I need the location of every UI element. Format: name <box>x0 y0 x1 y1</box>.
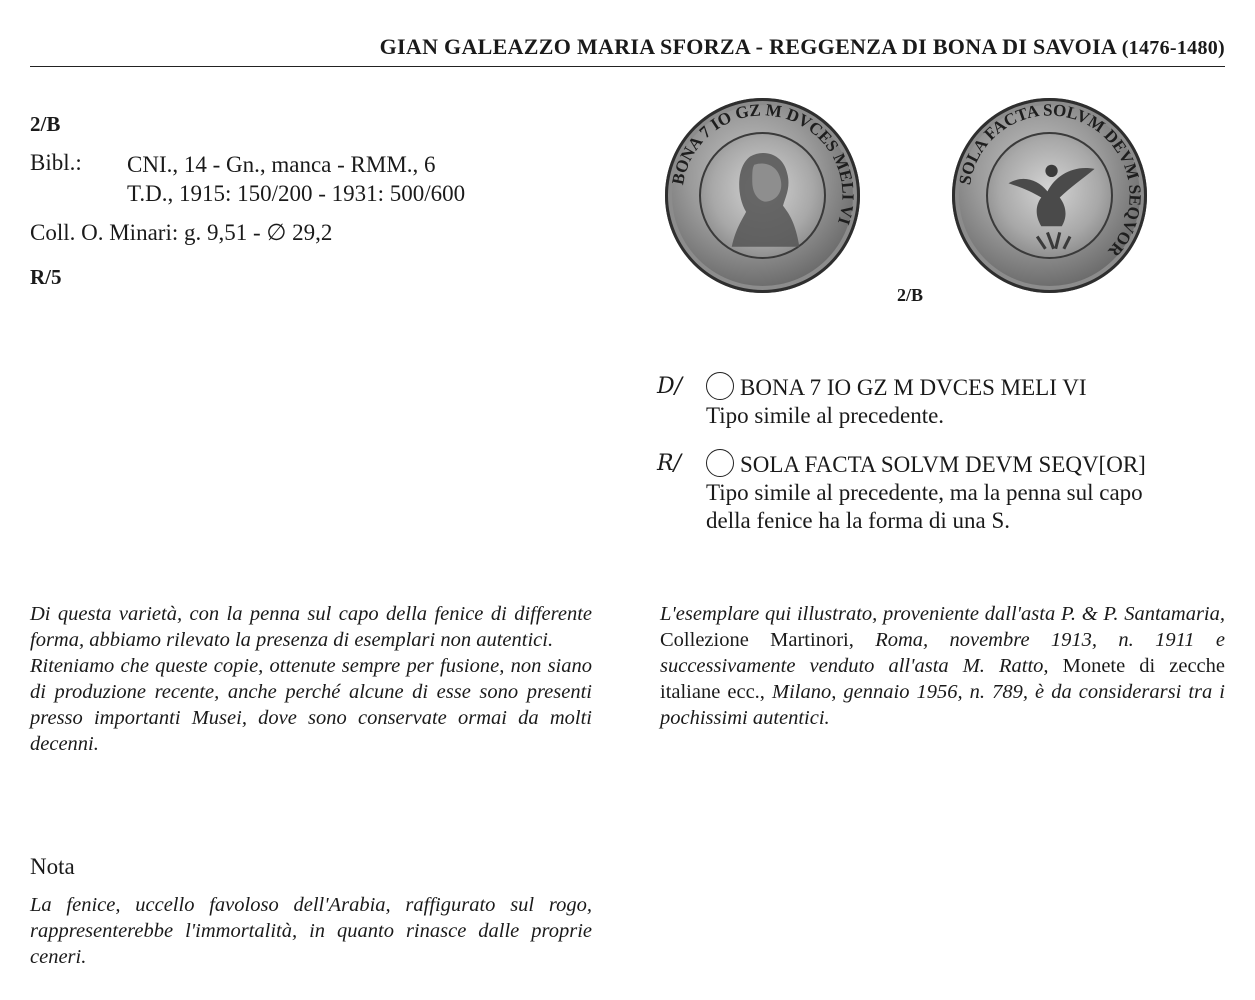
commentary-right <box>660 601 1225 731</box>
obverse-description <box>706 372 1226 430</box>
coin-caption: 2/B <box>897 285 924 305</box>
obverse-legend: BONA 7 IO GZ M DVCES MELI VI <box>740 375 1087 400</box>
provenance-part-1: L'esemplare qui illustrato, proveniente dall'asta P. & P. Santamaria, <box>660 603 1225 625</box>
provenance-part-3: Roma, novembre 1913, n. 1911 e successivamente venduto all'asta M. Ratto, <box>660 629 1225 677</box>
bibl-line-1: CNI., 14 - Gn., manca - RMM., 6 <box>127 152 436 177</box>
commentary-paragraph-2: Riteniamo che queste copie, ottenute sempre per fusione, non siano di produzione recente, anche perché alcune di esse sono presenti presso importanti Musei, dove sono conservate ormai da molti decenni. <box>30 655 592 755</box>
obverse-symbol: D/ <box>657 374 683 399</box>
provenance-part-4: Monete di zecche italiane ecc., <box>660 655 1226 703</box>
obverse-legend-text: BONA 7 IO GZ M DVCES MELI VI <box>668 100 858 228</box>
commentary-left <box>30 601 592 757</box>
mint-mark-icon <box>706 449 734 477</box>
page-header <box>30 34 1225 67</box>
coin-obverse-image <box>665 98 860 293</box>
reverse-type-line-1: Tipo simile al precedente, ma la penna sul capo <box>706 480 1143 505</box>
commentary-paragraph-1: Di questa varietà, con la penna sul capo della fenice di differente forma, abbiamo rilevato la presenza di esemplari non autentici. <box>30 603 592 651</box>
obverse-type: Tipo simile al precedente. <box>706 403 945 428</box>
nota-title: Nota <box>30 854 75 879</box>
reverse-field <box>986 132 1113 259</box>
header-title: GIAN GALEAZZO MARIA SFORZA - REGGENZA DI BONA DI SAVOIA <box>379 34 1116 59</box>
bibl-text <box>127 150 465 208</box>
bibl-line-2: T.D., 1915: 150/200 - 1931: 500/600 <box>127 181 466 206</box>
reverse-legend: SOLA FACTA SOLVM DEVM SEQV[OR] <box>740 452 1146 477</box>
bust-icon <box>701 134 824 257</box>
obverse-field <box>699 132 826 259</box>
provenance-part-2: Collezione Martinori, <box>660 629 876 651</box>
collection-info: Coll. O. Minari: g. 9,51 - ∅ 29,2 <box>30 220 333 245</box>
header-years: (1476-1480) <box>1121 37 1225 59</box>
provenance-part-5: Milano, gennaio 1956, n. 789, è da considerarsi tra i pochissimi autentici. <box>660 681 1225 729</box>
reverse-symbol: R/ <box>657 451 681 476</box>
nota-text: La fenice, uccello favoloso dell'Arabia, raffigurato sul rogo, rappresenterebbe l'immortalità, in quanto rinasce dalle proprie ceneri. <box>30 894 592 968</box>
reverse-type-line-2: della fenice ha la forma di una S. <box>706 508 1010 533</box>
rarity: R/5 <box>30 265 62 289</box>
mint-mark-icon <box>706 372 734 400</box>
phoenix-icon <box>988 134 1111 257</box>
entry-ref: 2/B <box>30 112 61 136</box>
bibl-label: Bibl.: <box>30 150 82 175</box>
coin-reverse-image <box>952 98 1147 293</box>
reverse-legend-text: SOLA FACTA SOLVM DEVM SEQVOR <box>955 100 1145 261</box>
reverse-description <box>706 449 1226 535</box>
